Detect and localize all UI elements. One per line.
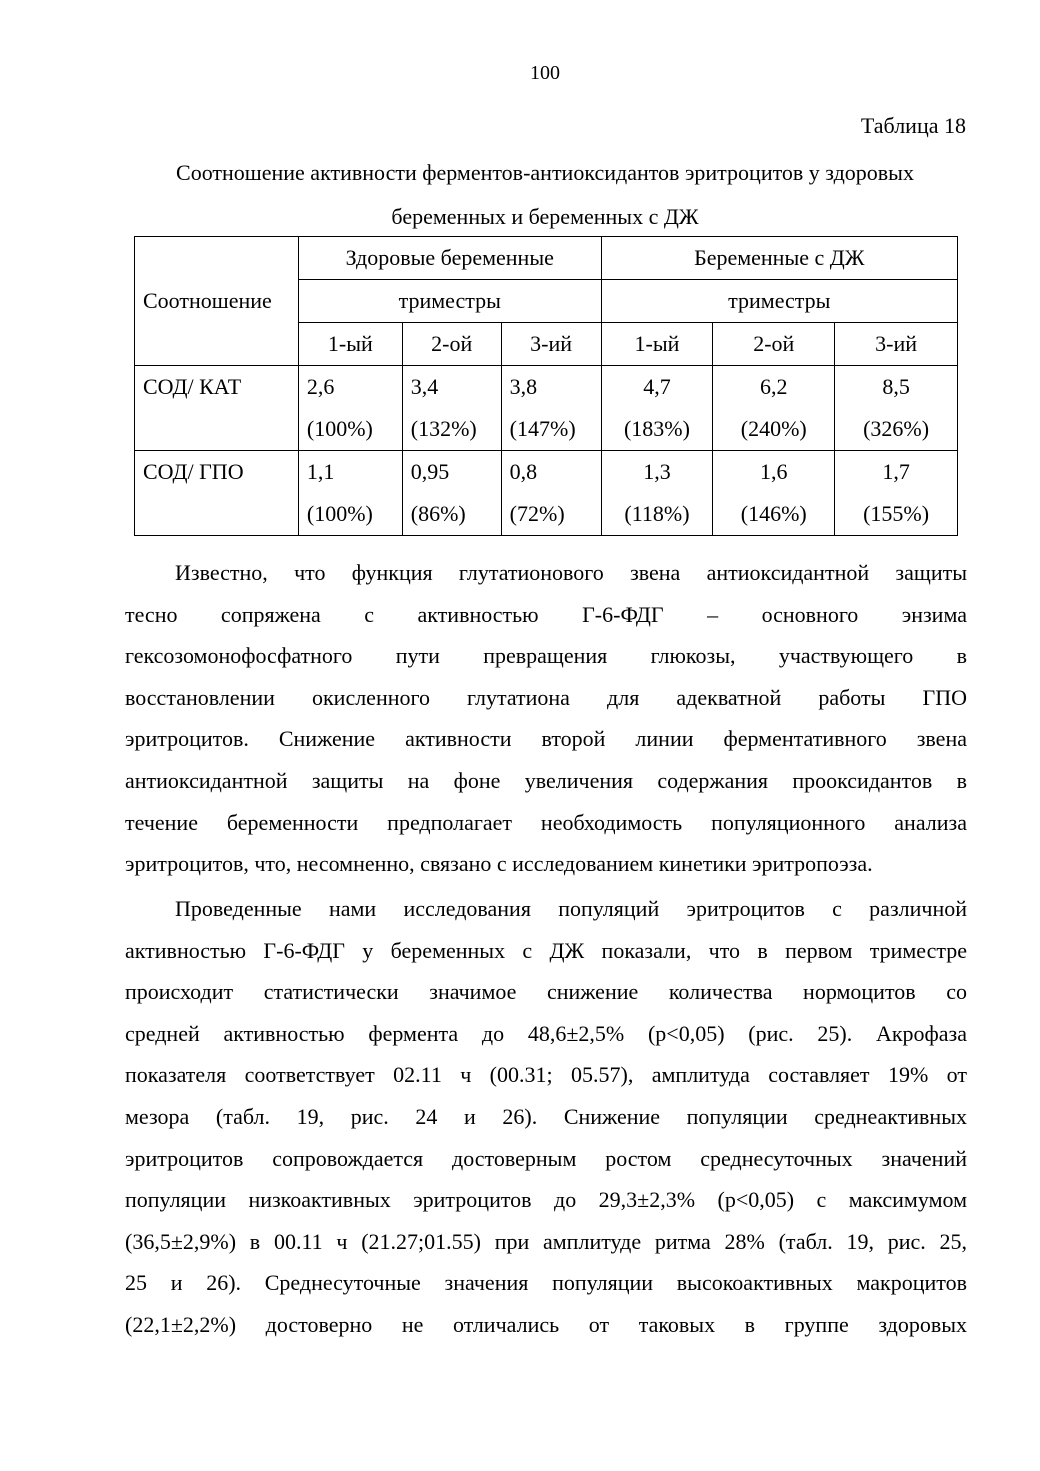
- table-cell: [713, 451, 835, 536]
- text-line: эритроцитов сопровождается достоверным ростом среднесуточных значений: [125, 1145, 967, 1171]
- cell-percent: (183%): [623, 416, 690, 441]
- table-cell: [835, 451, 958, 536]
- group-dj-header: Беременные с ДЖ: [601, 237, 957, 280]
- trimester-header: 2-ой: [713, 323, 835, 366]
- cell-value: 1,7: [882, 459, 910, 484]
- trimester-header: 2-ой: [402, 323, 501, 366]
- row-label: СОД/ КАТ: [135, 366, 299, 451]
- trimester-header: 1-ый: [298, 323, 402, 366]
- table-cell: [501, 451, 601, 536]
- cell-percent: (86%): [410, 501, 466, 526]
- trimesters-header-healthy: триместры: [298, 280, 601, 323]
- cell-value: 2,6: [306, 374, 335, 399]
- paragraph-populations: [125, 888, 967, 1346]
- cell-value: 8,5: [882, 374, 910, 399]
- text-line: эритроцитов, что, несомненно, связано с исследованием кинетики эритропоэза.: [125, 851, 873, 877]
- table-cell: [601, 451, 713, 536]
- table-cell: [402, 451, 501, 536]
- cell-percent: (155%): [863, 501, 930, 526]
- cell-value: 3,4: [410, 374, 439, 399]
- text-line: (22,1±2,2%) достоверно не отличались от таковых в группе здоровых: [125, 1311, 967, 1337]
- trimester-header: 3-ий: [835, 323, 958, 366]
- text-line: средней активностью фермента до 48,6±2,5% (р<0,05) (рис. 25). Акрофаза: [125, 1020, 967, 1046]
- trimester-header: 1-ый: [601, 323, 713, 366]
- cell-percent: (118%): [624, 501, 690, 526]
- cell-value: 0,95: [410, 459, 450, 484]
- text-line: эритроцитов. Снижение активности второй линии ферментативного звена: [125, 726, 967, 752]
- cell-percent: (100%): [306, 416, 373, 441]
- text-line: Известно, что функция глутатионового звена антиоксидантной защиты: [175, 560, 967, 585]
- table-cell: [298, 366, 402, 451]
- cell-percent: (146%): [740, 501, 807, 526]
- cell-percent: (240%): [740, 416, 807, 441]
- table-caption: [125, 151, 965, 239]
- text-line: мезора (табл. 19, рис. 24 и 26). Снижение популяции среднеактивных: [125, 1103, 967, 1129]
- cell-value: 1,6: [760, 459, 788, 484]
- text-line: показателя соответствует 02.11 ч (00.31; 05.57), амплитуда составляет 19% от: [125, 1062, 967, 1088]
- text-line: антиоксидантной защиты на фоне увеличения содержания прооксидантов в: [125, 767, 967, 793]
- caption-line: беременных и беременных с ДЖ: [391, 204, 699, 229]
- text-line: популяции низкоактивных эритроцитов до 29,3±2,3% (р<0,05) с максимумом: [125, 1187, 967, 1213]
- cell-percent: (72%): [509, 501, 565, 526]
- cell-value: 1,3: [643, 459, 671, 484]
- text-line: восстановлении окисленного глутатиона для адекватной работы ГПО: [125, 684, 967, 710]
- row-label: СОД/ ГПО: [135, 451, 299, 536]
- table-cell: [713, 366, 835, 451]
- caption-line: Соотношение активности ферментов-антиоксидантов эритроцитов у здоровых: [176, 160, 914, 185]
- text-line: тесно сопряжена с активностью Г-6-ФДГ – основного энзима: [125, 601, 967, 627]
- text-line: происходит статистически значимое снижение количества нормоцитов со: [125, 979, 967, 1005]
- table-label: Таблица 18: [860, 113, 966, 138]
- cell-value: 0,8: [509, 459, 538, 484]
- text-line: 25 и 26). Среднесуточные значения популяции высокоактивных макроцитов: [125, 1270, 967, 1296]
- text-line: Проведенные нами исследования популяций эритроцитов с различной: [175, 896, 967, 921]
- table-cell: [601, 366, 713, 451]
- cell-value: 3,8: [509, 374, 538, 399]
- table-cell: [835, 366, 958, 451]
- ratio-table: [134, 236, 958, 536]
- text-line: гексозомонофосфатного пути превращения глюкозы, участвующего в: [125, 643, 967, 669]
- group-healthy-header: Здоровые беременные: [298, 237, 601, 280]
- text-line: течение беременности предполагает необходимость популяционного анализа: [125, 809, 967, 835]
- table-row: [135, 366, 958, 451]
- cell-percent: (100%): [306, 501, 373, 526]
- text-line: активностью Г-6-ФДГ у беременных с ДЖ показали, что в первом триместре: [125, 937, 967, 963]
- cell-value: 6,2: [760, 374, 788, 399]
- table-cell: [501, 366, 601, 451]
- cell-percent: (132%): [410, 416, 477, 441]
- cell-value: 4,7: [643, 374, 671, 399]
- page-number: 100: [530, 62, 560, 84]
- cell-percent: (326%): [863, 416, 930, 441]
- text-line: (36,5±2,9%) в 00.11 ч (21.27;01.55) при амплитуде ритма 28% (табл. 19, рис. 25,: [125, 1228, 967, 1254]
- table-row: [135, 451, 958, 536]
- table-cell: [402, 366, 501, 451]
- paragraph-glutathione: [125, 552, 967, 885]
- table-cell: [298, 451, 402, 536]
- cell-percent: (147%): [509, 416, 576, 441]
- row-header-cell: Соотношение: [135, 237, 299, 366]
- trimester-header: 3-ий: [501, 323, 601, 366]
- cell-value: 1,1: [306, 459, 335, 484]
- trimesters-header-dj: триместры: [601, 280, 957, 323]
